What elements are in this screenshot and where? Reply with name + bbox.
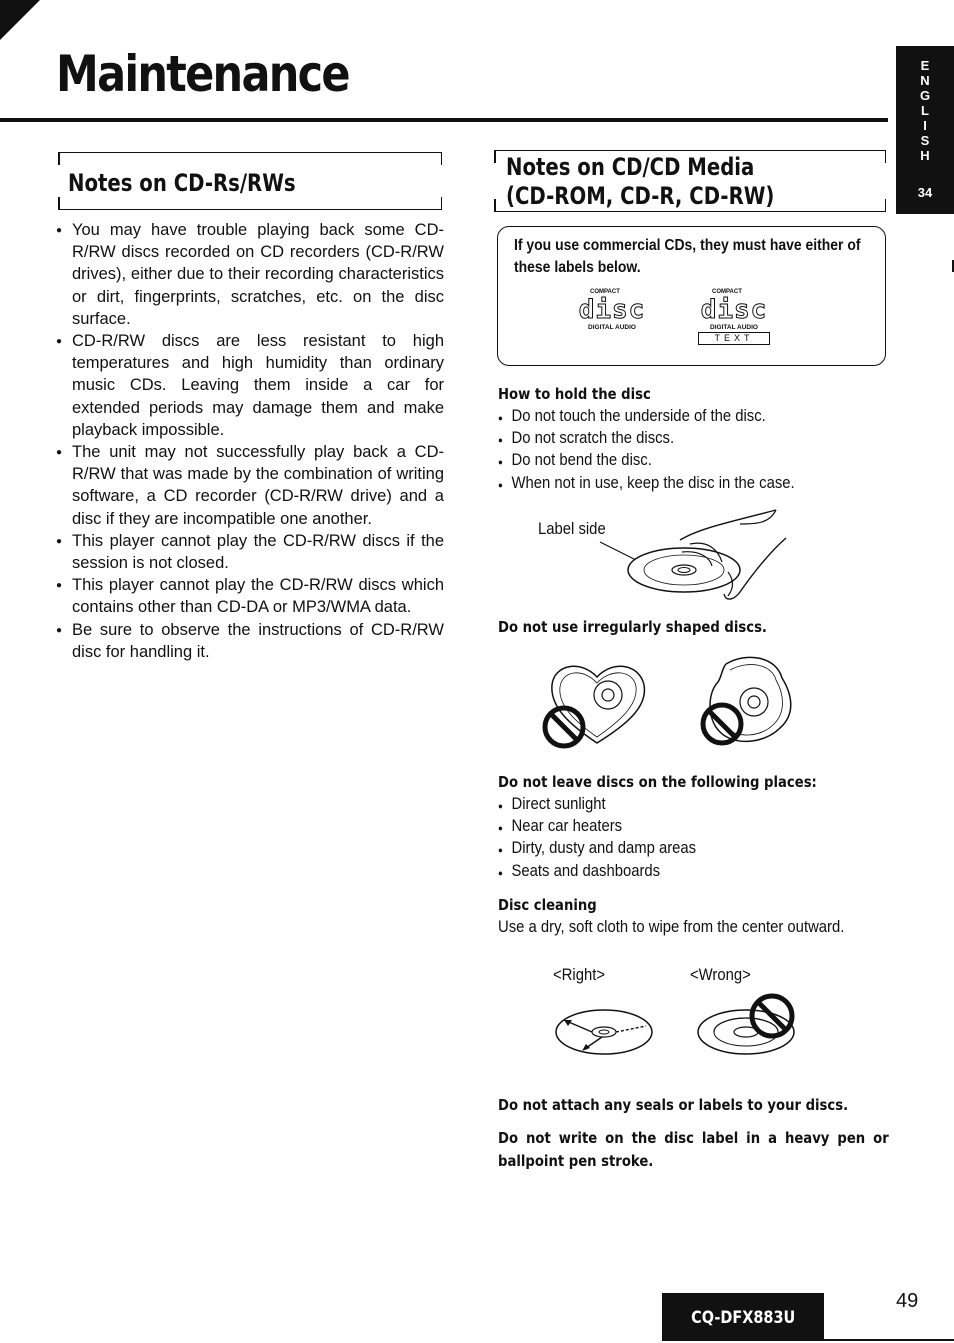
storage-places-heading: Do not leave discs on the following places:: [498, 773, 817, 791]
title-rule: [0, 118, 888, 122]
correct-cleaning-illustration: [552, 1004, 662, 1060]
model-number: CQ-DFX883U: [690, 1308, 796, 1328]
storage-places-text: [498, 793, 849, 882]
page-number: 49: [896, 1290, 919, 1312]
logo-compact-text: COMPACT: [590, 289, 620, 295]
left-section-heading: Notes on CD-Rs/RWs: [68, 169, 296, 197]
list-item: ● This player cannot play the CD-R/RW discs if the session is not closed.: [56, 530, 444, 574]
hold-disc-text: [498, 405, 849, 494]
commercial-cd-callout: [497, 226, 886, 366]
hold-disc-heading: How to hold the disc: [498, 385, 651, 403]
logo-disc-text: disc: [700, 295, 768, 325]
wrong-cleaning-illustration: [694, 990, 804, 1062]
list-item: ● Near car heaters: [498, 815, 849, 837]
language-letter: S: [920, 133, 930, 148]
language-letters: [896, 58, 954, 163]
hold-disc-section: [498, 383, 888, 494]
logo-sub-text: DIGITAL AUDIO: [710, 324, 758, 331]
list-item: ● Do not scratch the discs.: [498, 427, 849, 449]
pen-note: [498, 1127, 888, 1172]
label-side-caption: Label side: [538, 520, 606, 538]
irregular-discs-heading: Do not use irregularly shaped discs.: [498, 618, 767, 636]
language-letter: G: [919, 88, 931, 103]
irregular-shaped-disc-illustration: [696, 652, 806, 752]
hand-holding-disc-illustration: [590, 500, 800, 610]
list-item: ● The unit may not successfully play back a CD-R/RW that was made by the combination of writing software, a CD recorder (CD-R/RW drive) and a disc if they are incompatible one another.: [56, 441, 444, 530]
wrong-method-caption: <Wrong>: [690, 966, 751, 984]
language-letter: I: [923, 118, 927, 133]
logo-disc-text: disc: [578, 295, 646, 325]
callout-text: [514, 235, 872, 279]
seals-note: [498, 1094, 888, 1116]
page-title: Maintenance: [56, 45, 349, 103]
list-item: ● Direct sunlight: [498, 793, 849, 815]
language-page-number: 34: [917, 185, 933, 200]
disc-cleaning-heading: Disc cleaning: [498, 896, 597, 914]
list-item: ● Do not touch the underside of the disc.: [498, 405, 849, 427]
heart-shaped-disc-illustration: [540, 655, 654, 751]
pen-note-text: Do not write on the disc label in a heavy pen or ballpoint pen stroke.: [498, 1129, 889, 1170]
list-item: ● When not in use, keep the disc in the case.: [498, 472, 849, 494]
left-heading-box: [58, 152, 442, 210]
list-item: ● Seats and dashboards: [498, 860, 849, 882]
right-heading-box: [494, 150, 886, 212]
list-item: ● This player cannot play the CD-R/RW discs which contains other than CD-DA or MP3/WMA data.: [56, 574, 444, 618]
right-method-caption: <Right>: [553, 966, 606, 984]
cd-logo-digital-audio: [576, 289, 648, 331]
right-section-heading-line1: Notes on CD/CD Media: [506, 153, 755, 181]
cd-logo-text: [698, 289, 770, 345]
storage-places-section: [498, 771, 888, 882]
model-number-badge: [662, 1293, 824, 1341]
disc-cleaning-section: [498, 894, 888, 938]
language-letter: L: [921, 103, 929, 118]
list-item: ● Do not bend the disc.: [498, 449, 849, 471]
logo-cd-text-box: TEXT: [698, 332, 770, 345]
logo-sub-text: DIGITAL AUDIO: [588, 324, 636, 331]
language-letter: E: [920, 58, 930, 73]
cdr-notes-list: [56, 219, 444, 663]
list-item: ● Dirty, dusty and damp areas: [498, 837, 849, 859]
language-tab: [896, 46, 954, 214]
list-item: ● You may have trouble playing back some CD-R/RW discs recorded on CD recorders (CD-R/RW drives), either due to their recording characteristics or dirt, fingerprints, scratches, etc. on the disc surface.: [56, 219, 444, 330]
disc-cleaning-text: Use a dry, soft cloth to wipe from the center outward.: [498, 918, 845, 936]
language-letter: H: [920, 148, 930, 163]
irregular-discs-section: [498, 616, 888, 638]
left-column: [56, 219, 444, 663]
seals-note-text: Do not attach any seals or labels to your discs.: [498, 1096, 849, 1114]
corner-mark: [0, 0, 40, 40]
list-item: ● CD-R/RW discs are less resistant to high temperatures and high humidity than ordinary music CDs. Leaving them inside a car for extended periods may damage them and make playback impossible.: [56, 330, 444, 441]
list-item: ● Be sure to observe the instructions of CD-R/RW disc for handling it.: [56, 619, 444, 663]
language-letter: N: [920, 73, 930, 88]
hold-disc-list: [498, 405, 849, 494]
callout-label: If you use commercial CDs, they must have either of these labels below.: [514, 237, 861, 276]
right-section-heading-line2: (CD-ROM, CD-R, CD-RW): [506, 182, 775, 210]
logo-compact-text: COMPACT: [712, 289, 742, 295]
storage-places-list: [498, 793, 849, 882]
